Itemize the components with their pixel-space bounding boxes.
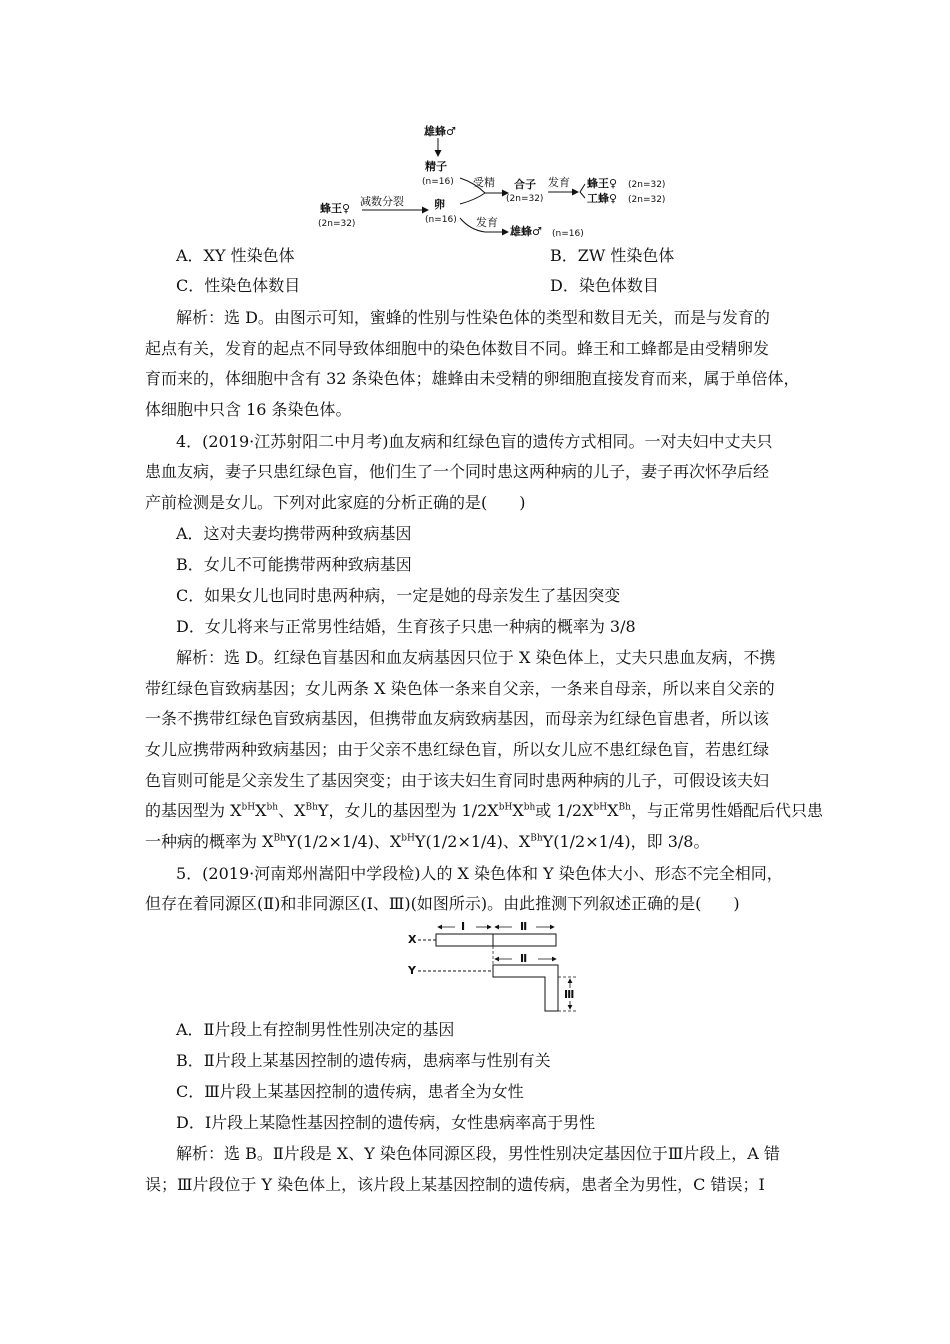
male-offspring-label: 雄蜂♂ (510, 225, 542, 238)
q4-stem-line: 4．(2019·江苏射阳二中月考)血友病和红绿色盲的遗传方式相同。一对夫妇中丈夫只 (176, 432, 773, 451)
q4-genotype-line-2: 一种病的概率为 $X^{Bh}Y(1/2\times 1/4)$、$X^{bH}Y(1/2\times 1/4)$、$X^{Bh}Y(1/2\times 1/4)$，即 3/8。 (145, 832, 710, 851)
worker-offspring-count: (2n=32) (628, 195, 666, 205)
q4-analysis-line: 色盲则可能是父亲发生了基因突变；由于该夫妇生育同时患两种病的儿子，可假设该夫妇 (145, 771, 770, 790)
fertilization-label: 受精 (473, 176, 495, 189)
q3-analysis-line: 起点有关，发育的起点不同导致体细胞中的染色体数目不同。蜂王和工蜂都是由受精卵发 (145, 339, 770, 358)
q4-option-b: B．女儿不可能携带两种致病基因 (176, 555, 412, 574)
q5-stem-line: 但存在着同源区(Ⅱ)和非同源区(Ⅰ、Ⅲ)(如图所示)。由此推测下列叙述正确的是( ) (145, 894, 740, 913)
q5-stem-line: 5．(2019·河南郑州嵩阳中学段检)人的 X 染色体和 Y 染色体大小、形态不完全相同， (176, 864, 783, 883)
q3-option-a: A．XY 性染色体 (176, 246, 295, 265)
q4-analysis-line: 女儿应携带两种致病基因；由于父亲不患红绿色盲，所以女儿应不患红绿色盲，若患红绿 (145, 740, 770, 759)
region-2-y-label: Ⅱ (520, 952, 528, 965)
q3-option-d: D．染色体数目 (550, 276, 659, 295)
q4-option-c: C．如果女儿也同时患两种病，一定是她的母亲发生了基因突变 (176, 586, 621, 605)
development-label-1: 发育 (548, 176, 570, 189)
q4-option-d: D．女儿将来与正常男性结婚，生育孩子只患一种病的概率为 3/8 (176, 617, 636, 636)
q3-option-c: C．性染色体数目 (176, 276, 301, 295)
region-3-label: Ⅲ (564, 988, 575, 1001)
queen-chromosome-count: (2n=32) (318, 219, 356, 229)
q5-option-c: C．Ⅲ片段上某基因控制的遗传病，患者全为女性 (176, 1082, 524, 1101)
q5-option-d: D．Ⅰ片段上某隐性基因控制的遗传病，女性患病率高于男性 (176, 1113, 596, 1132)
zygote-label: 合子 (514, 178, 536, 191)
male-bee-label: 雄蜂♂ (424, 125, 456, 138)
q4-analysis-line: 解析：选 D。红绿色盲基因和血友病基因只位于 X 染色体上，丈夫只患血友病，不携 (176, 648, 776, 667)
q4-stem-line: 患血友病，妻子只患红绿色盲，他们生了一个同时患这两种病的儿子，妻子再次怀孕后经 (145, 462, 770, 481)
male-offspring-count: (n=16) (552, 229, 584, 239)
meiosis-label: 减数分裂 (360, 195, 404, 208)
q5-option-a: A．Ⅱ片段上有控制男性性别决定的基因 (176, 1020, 455, 1039)
q4-option-a: A．这对夫妻均携带两种致病基因 (176, 524, 412, 543)
queen-offspring-label: 蜂王♀ (587, 177, 618, 190)
x-chromosome-label: X (408, 933, 417, 946)
sperm-label: 精子 (425, 160, 447, 173)
worker-offspring-label: 工蜂♀ (587, 192, 618, 205)
y-chromosome-label: Y (408, 964, 416, 977)
q3-option-b: B．ZW 性染色体 (550, 246, 675, 265)
zygote-chromosome-count: (2n=32) (506, 194, 544, 204)
q4-analysis-line: 带红绿色盲致病基因；女儿两条 X 染色体一条来自父亲，一条来自母亲，所以来自父亲的 (145, 679, 775, 698)
q5-analysis-line: 解析：选 B。Ⅱ片段是 X、Y 染色体同源区段，男性性别决定基因位于Ⅲ片段上，A 错 (176, 1144, 780, 1163)
q3-analysis-line: 解析：选 D。由图示可知，蜜蜂的性别与性染色体的类型和数目无关，而是与发育的 (176, 308, 770, 327)
queen-label: 蜂王♀ (320, 202, 351, 215)
queen-offspring-count: (2n=32) (628, 180, 666, 190)
development-label-2: 发育 (476, 216, 498, 229)
q3-analysis-line: 育而来的，体细胞中含有 32 条染色体；雄蜂由未受精的卵细胞直接发育而来，属于单倍体， (145, 369, 800, 388)
q4-genotype-line-1: 的基因型为 $X^{bH}X^{bh}$、$X^{Bh}Y$，女儿的基因型为 $1/2X^{bH}X^{bh}$或 $1/2X^{bH}X^{Bh}$，与正常男性婚配后代只患 (145, 801, 823, 820)
q4-stem-line: 产前检测是女儿。下列对此家庭的分析正确的是( ) (145, 493, 526, 512)
q3-analysis-line: 体细胞中只含 16 条染色体。 (145, 400, 352, 419)
xy-chromosome-figure (400, 918, 590, 1018)
region-2-x-label: Ⅱ (520, 920, 528, 933)
egg-label: 卵 (434, 198, 445, 211)
q5-option-b: B．Ⅱ片段上某基因控制的遗传病，患病率与性别有关 (176, 1051, 551, 1070)
sperm-chromosome-count: (n=16) (422, 177, 454, 187)
region-1-label: Ⅰ (461, 920, 466, 933)
q5-analysis-line: 误；Ⅲ片段位于 Y 染色体上，该片段上某基因控制的遗传病，患者全为男性，C 错误；Ⅰ (145, 1175, 765, 1194)
q4-analysis-line: 一条不携带红绿色盲致病基因，但携带血友病致病基因，而母亲为红绿色盲患者，所以该 (145, 709, 770, 728)
egg-chromosome-count: (n=16) (425, 215, 457, 225)
